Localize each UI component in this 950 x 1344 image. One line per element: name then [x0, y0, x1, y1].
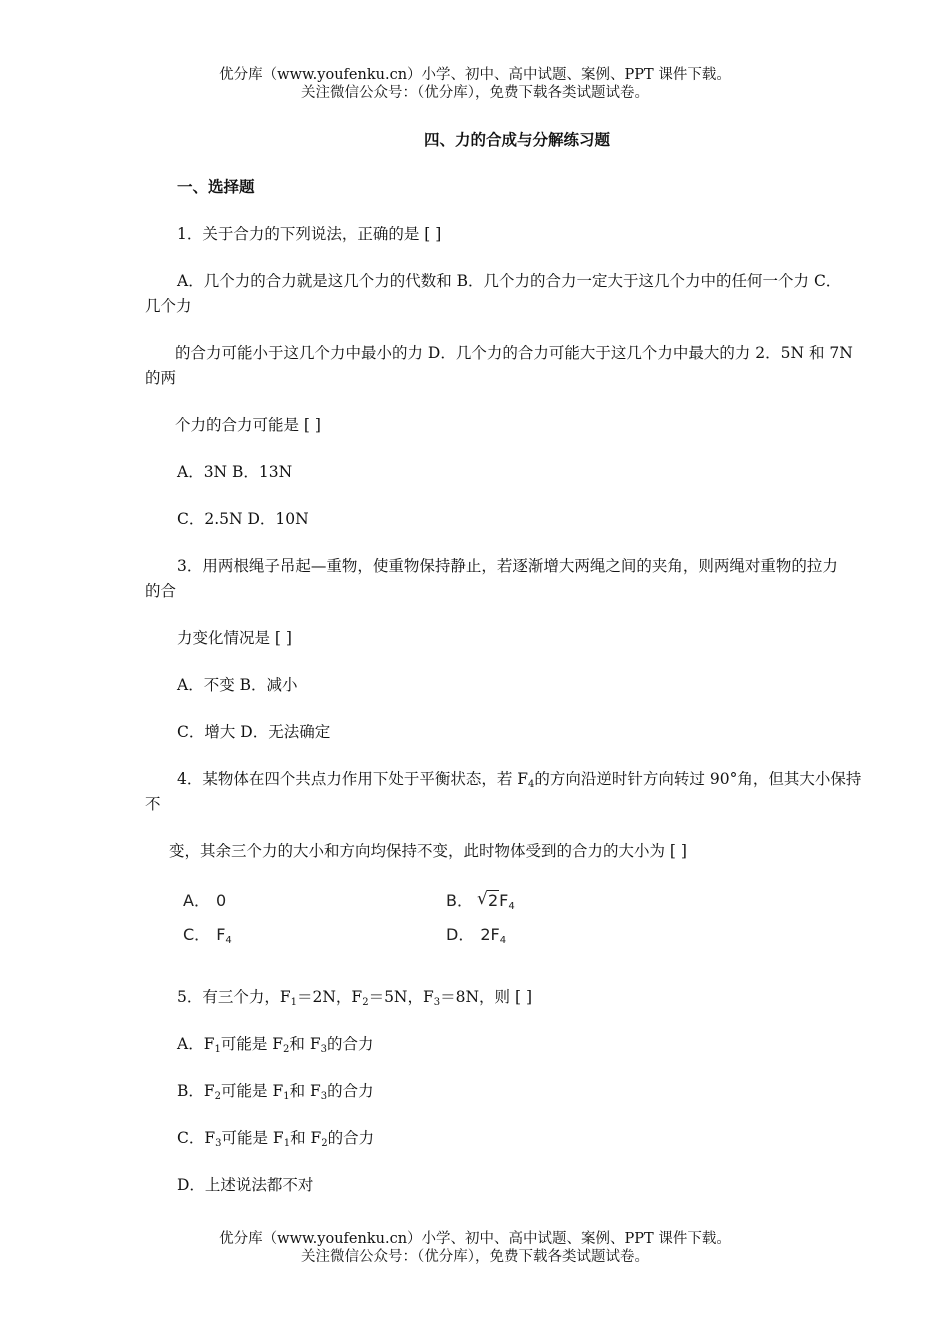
q5-option-b: B．$F_2$可能是 $F_1$和 $F_3$的合力 — [177, 1082, 374, 1102]
footer-line-1: 优分库（www.youfenku.cn）小学、初中、高中试题、案例、PPT 课件下载。 — [219, 1231, 731, 1247]
q4-stem-wrap: 不 — [145, 795, 161, 813]
section-heading: 一、选择题 — [177, 177, 255, 196]
footer-line-2: 关注微信公众号：（优分库），免费下载各类试题试卷。 — [301, 1249, 649, 1265]
q3-options-cd: C．增大 D．无法确定 — [177, 723, 331, 741]
q4-option-a: A． 0 — [183, 891, 227, 910]
q4-option-b: B．√ $2F_4$ — [446, 888, 515, 911]
q2-options-cd: C．2.5N D．10N — [177, 510, 309, 528]
q4-option-c: C． $F_4$ — [183, 925, 232, 946]
q5-stem: 5．有三个力，$F_1=2N$，$F_2=5N$，$F_3=8N$，则 [ ] — [177, 988, 532, 1008]
q3-stem-line2: 力变化情况是 [ ] — [177, 629, 292, 647]
header-line-1: 优分库（www.youfenku.cn）小学、初中、高中试题、案例、PPT 课件下载。 — [219, 67, 731, 83]
q3-stem-wrap: 的合 — [145, 582, 177, 600]
header-line-2: 关注微信公众号：（优分库），免费下载各类试题试卷。 — [301, 85, 649, 101]
q1-stem: 1．关于合力的下列说法，正确的是 [ ] — [177, 225, 442, 243]
q2-stem: 个力的合力可能是 [ ] — [175, 416, 321, 434]
q1-options-line1-wrap: 几个力 — [145, 297, 192, 315]
q4-stem-line2: 变，其余三个力的大小和方向均保持不变，此时物体受到的合力的大小为 [ ] — [169, 842, 687, 860]
q5-option-d: D．上述说法都不对 — [177, 1176, 314, 1194]
q4-option-d: D． $2F_4$ — [446, 925, 507, 946]
page-title: 四、力的合成与分解练习题 — [424, 130, 611, 149]
q3-options-ab: A．不变 B．减小 — [177, 676, 298, 694]
q4-stem: 4．某物体在四个共点力作用下处于平衡状态，若 $F_4$的方向沿逆时针方向转过 90°角，但其大小保持 — [177, 770, 862, 790]
q1-options-line1: A．几个力的合力就是这几个力的代数和 B．几个力的合力一定大于这几个力中的任何一个力 C． — [177, 272, 842, 290]
sqrt-symbol: √ 2 — [477, 891, 499, 910]
q1-options-line2-wrap: 的两 — [145, 369, 177, 387]
q2-options-ab: A．3N B．13N — [177, 463, 293, 481]
q1-options-line2: 的合力可能小于这几个力中最小的力 D．几个力的合力可能大于这几个力中最大的力 2．5N 和 7N — [175, 344, 853, 362]
q5-option-a: A．$F_1$可能是 $F_2$和 $F_3$的合力 — [177, 1035, 374, 1055]
q3-stem: 3．用两根绳子吊起—重物，使重物保持静止，若逐渐增大两绳之间的夹角，则两绳对重物的拉力 — [177, 557, 838, 575]
q5-option-c: C．$F_3$可能是 $F_1$和 $F_2$的合力 — [177, 1129, 375, 1149]
